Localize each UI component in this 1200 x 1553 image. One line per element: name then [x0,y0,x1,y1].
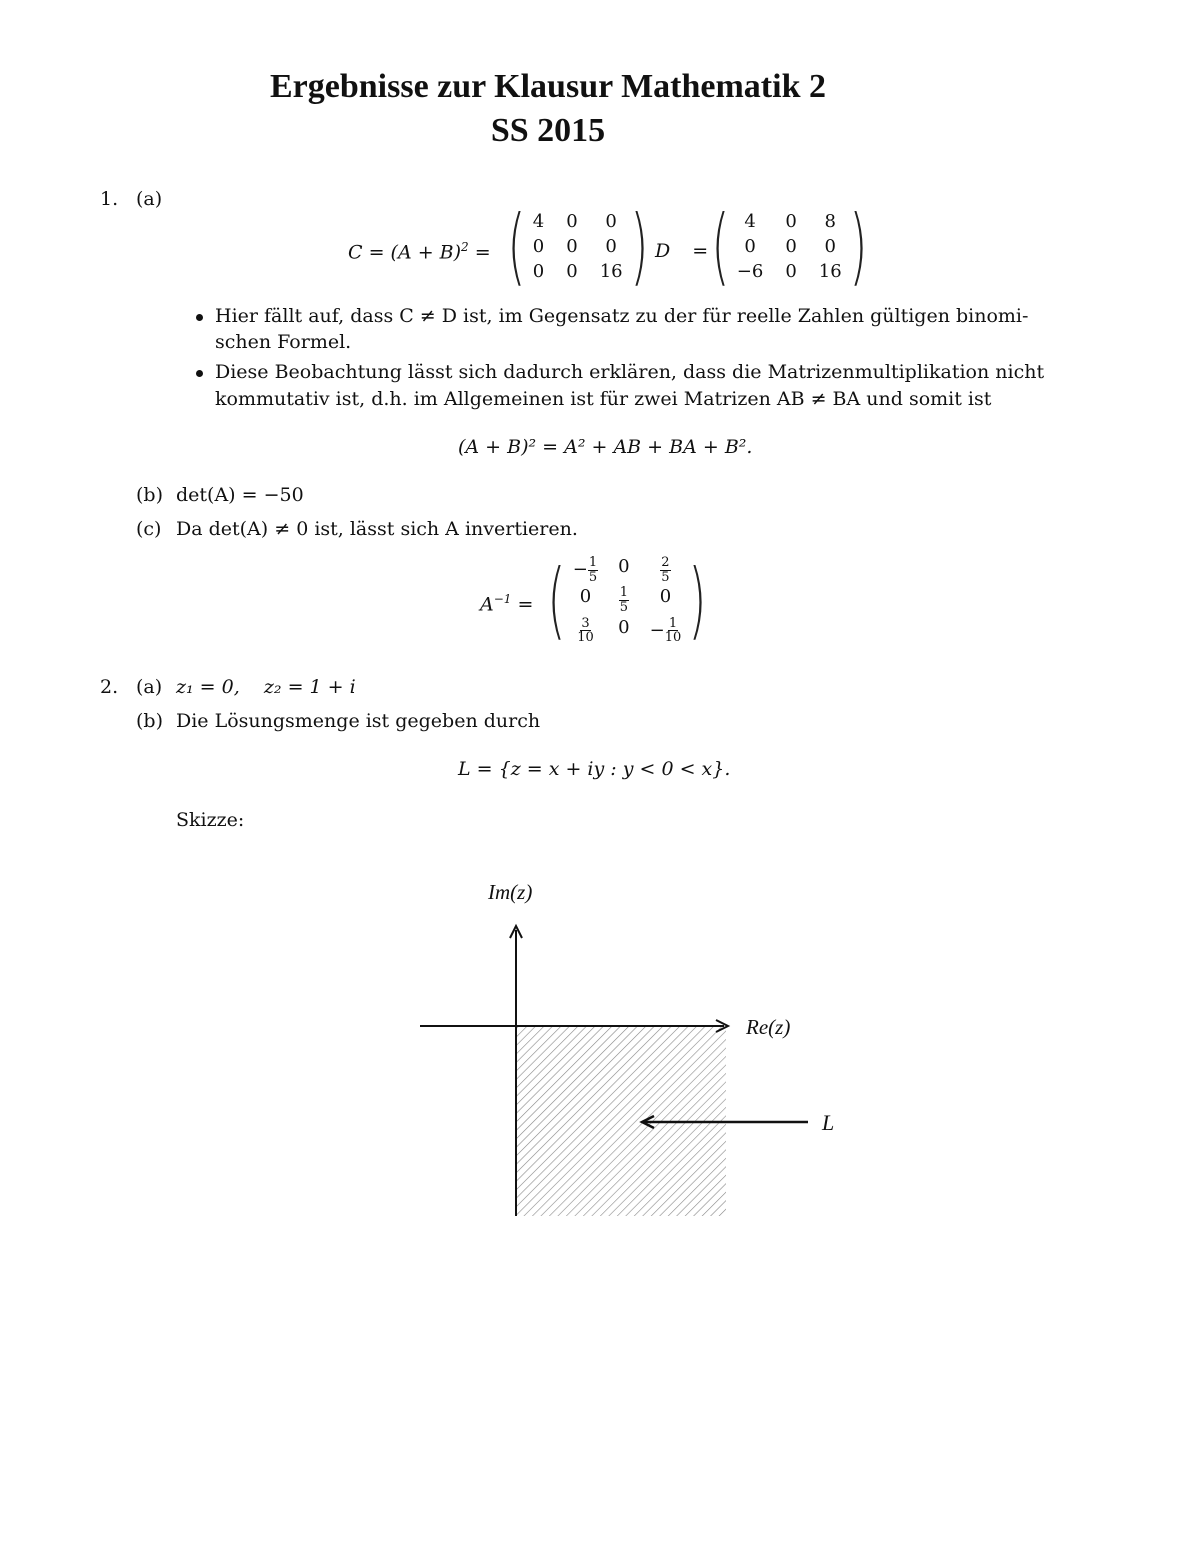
matrix-d-cell: 0 [785,210,797,232]
real-axis-label: Re(z) [746,1015,791,1039]
left-paren: ( [507,197,526,295]
problem-2b-label: (b) [136,710,163,732]
fraction-numerator: 1 [668,615,678,631]
right-paren: ) [688,551,707,650]
fraction-denominator: 5 [619,599,629,615]
equation-d-lhs-text: D [655,240,671,262]
bullet-2-line-1: Diese Beobachtung lässt sich dadurch erklären, dass die Matrizenmultiplikation nicht [215,361,1045,383]
matrix-inverse-cell: 0 [618,556,630,577]
matrix-c-cell: 0 [605,235,617,257]
left-paren: ( [711,197,730,295]
problem-2-number: 2. [100,676,119,698]
fraction-denominator: 5 [588,569,598,585]
fraction-denominator: 5 [661,569,670,585]
problem-1-number: 1. [100,188,119,210]
problem-2b-text: Die Lösungsmenge ist gegeben durch [176,710,541,732]
problem-1b-text: det(A) = −50 [176,484,304,506]
matrix-c-cell: 16 [599,260,623,282]
problem-2a-text: z₁ = 0, z₂ = 1 + i [176,676,356,698]
page-title: Ergebnisse zur Klausur Mathematik 2 [270,68,826,105]
matrix-d-cell: 0 [824,235,836,257]
equation-d-equals: = [692,240,709,262]
equation-c-equals: = [474,241,491,264]
matrix-d-cell: 0 [785,260,797,282]
fraction-numerator: 3 [581,615,590,631]
matrix-inverse-cell: 0 [618,616,630,638]
bullet-2-line-2: kommutativ ist, d.h. im Allgemeinen ist für zwei Matrizen AB ≠ BA und somit ist [215,388,992,410]
inverse-exponent: −1 [493,592,512,606]
matrix-d-cell: −6 [736,260,764,282]
fraction-numerator: 1 [588,555,598,570]
matrix-c-cell: 0 [566,260,578,282]
matrix-inverse-cell: 0 [659,586,672,608]
matrix-d-cell: 0 [744,235,756,257]
matrix-d-cell: 16 [818,260,842,282]
binomial-formula: (A + B)² = A² + AB + BA + B². [458,436,753,458]
sketch-label: Skizze: [176,809,245,831]
fraction-numerator: 1 [619,585,629,601]
left-paren: ( [547,551,566,650]
problem-1a-label: (a) [136,188,163,210]
matrix-c-cell: 0 [532,260,545,282]
matrix-c-cell: 4 [532,210,545,232]
problem-1c-text: Da det(A) ≠ 0 ist, lässt sich A invertieren. [176,518,578,540]
fraction-denominator: 10 [577,630,594,646]
bullet-1-line-1: Hier fällt auf, dass C ≠ D ist, im Gegensatz zu der für reelle Zahlen gültigen binomi- [215,305,1029,327]
page-subtitle: SS 2015 [490,112,606,149]
inverse-lhs-text: A [480,593,494,616]
matrix-c-cell: 0 [532,235,545,257]
fraction-sign: − [649,619,665,641]
matrix-c-cell: 0 [566,210,578,232]
region-label: L [822,1110,835,1135]
fraction-sign: − [572,559,588,581]
matrix-c-cell: 0 [605,210,617,232]
fraction-denominator: 10 [664,630,682,646]
problem-2a-label: (a) [136,676,163,698]
matrix-d-cell: 0 [785,235,797,257]
equation-c-exponent: 2 [461,240,469,254]
solution-set: L = {z = x + iy : y < 0 < x}. [458,758,731,780]
bullet-1-line-2: schen Formel. [215,331,352,353]
matrix-c-cell: 0 [566,235,578,257]
equation-c-lhs-text: C = (A + B) [348,241,462,264]
inverse-equals: = [517,593,534,616]
matrix-d-cell: 8 [824,210,836,232]
matrix-d-cell: 4 [744,210,756,232]
imaginary-axis-label: Im(z) [488,880,533,904]
matrix-inverse-cell: 0 [579,586,592,608]
right-paren: ) [849,197,868,295]
problem-1b-label: (b) [136,484,163,506]
right-paren: ) [629,197,648,295]
problem-1c-label: (c) [136,518,162,540]
fraction-numerator: 2 [661,555,670,570]
